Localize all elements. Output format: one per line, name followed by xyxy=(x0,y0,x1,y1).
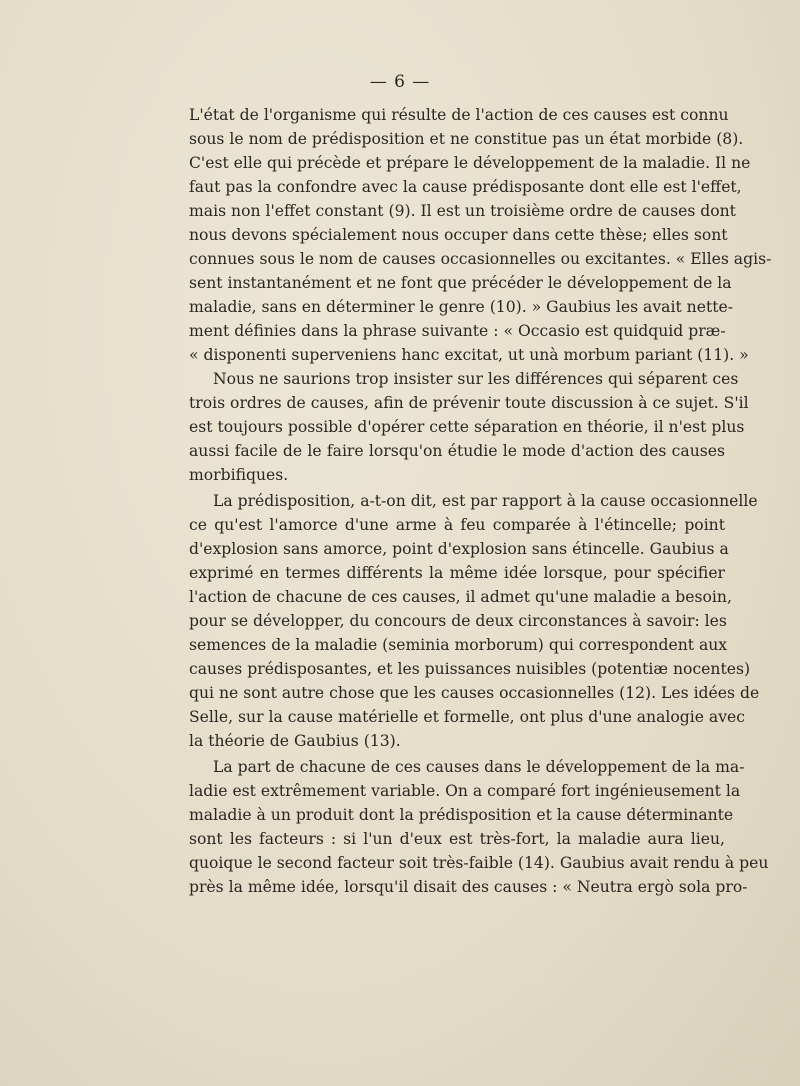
paragraph-3 xyxy=(189,489,760,753)
text-line: sous le nom de prédisposition et ne constitue pas un état morbide (8). xyxy=(189,130,744,148)
text-line: ment définies dans la phrase suivante : « Occasio est quidquid præ- xyxy=(189,322,726,340)
text-line: Nous ne saurions trop insister sur les différences qui séparent ces xyxy=(213,370,739,388)
text-line: « disponenti superveniens hanc excitat, ut unà morbum pariant (11). » xyxy=(189,346,749,364)
text-line: Selle, sur la cause matérielle et formelle, ont plus d'une analogie avec xyxy=(189,708,745,726)
text-line: ladie est extrêmement variable. On a comparé fort ingénieusement la xyxy=(189,782,741,800)
body-text xyxy=(189,103,772,899)
text-line: maladie, sans en déterminer le genre (10). » Gaubius les avait nette- xyxy=(189,298,733,316)
text-line: est toujours possible d'opérer cette séparation en théorie, il n'est plus xyxy=(189,418,745,436)
text-line: qui ne sont autre chose que les causes occasionnelles (12). Les idées de xyxy=(189,684,760,702)
text-line: la théorie de Gaubius (13). xyxy=(189,732,401,750)
text-line: semences de la maladie (seminia morborum) qui correspondent aux xyxy=(189,636,728,654)
paragraph-4 xyxy=(189,755,769,899)
text-line: La part de chacune de ces causes dans le développement de la ma- xyxy=(213,758,745,776)
text-line: L'état de l'organisme qui résulte de l'action de ces causes est connu xyxy=(189,106,729,124)
text-line: l'action de chacune de ces causes, il admet qu'une maladie a besoin, xyxy=(189,588,732,606)
text-line: La prédisposition, a-t-on dit, est par rapport à la cause occasionnelle xyxy=(213,492,758,510)
text-line: aussi facile de le faire lorsqu'on étudie le mode d'action des causes xyxy=(189,442,725,460)
text-line: exprimé en termes différents la même idée lorsque, pour spécifier xyxy=(189,564,725,582)
text-line: C'est elle qui précède et prépare le développement de la maladie. Il ne xyxy=(189,154,751,172)
paragraph-1 xyxy=(189,103,772,367)
text-line: pour se développer, du concours de deux circonstances à savoir: les xyxy=(189,612,727,630)
page-number: — 6 — xyxy=(369,72,431,92)
text-line: quoique le second facteur soit très-faible (14). Gaubius avait rendu à peu xyxy=(189,854,769,872)
text-line: d'explosion sans amorce, point d'explosion sans étincelle. Gaubius a xyxy=(189,540,729,558)
text-line: sont les facteurs : si l'un d'eux est très-fort, la maladie aura lieu, xyxy=(189,830,725,848)
text-line: causes prédisposantes, et les puissances nuisibles (potentiæ nocentes) xyxy=(189,660,751,678)
text-line: près la même idée, lorsqu'il disait des causes : « Neutra ergò sola pro- xyxy=(189,878,748,896)
text-line: nous devons spécialement nous occuper dans cette thèse; elles sont xyxy=(189,226,728,244)
text-line: maladie à un produit dont la prédisposition et la cause déterminante xyxy=(189,806,734,824)
text-line: trois ordres de causes, afin de prévenir toute discussion à ce sujet. S'il xyxy=(189,394,749,412)
text-line: connues sous le nom de causes occasionnelles ou excitantes. « Elles agis- xyxy=(189,250,772,268)
text-line: morbifiques. xyxy=(189,466,289,484)
text-line: faut pas la confondre avec la cause prédisposante dont elle est l'effet, xyxy=(189,178,742,196)
text-line: sent instantanément et ne font que précéder le développement de la xyxy=(189,274,732,292)
text-line: mais non l'effet constant (9). Il est un troisième ordre de causes dont xyxy=(189,202,736,220)
paragraph-2 xyxy=(189,367,749,487)
text-line: ce qu'est l'amorce d'une arme à feu comparée à l'étincelle; point xyxy=(189,516,725,534)
